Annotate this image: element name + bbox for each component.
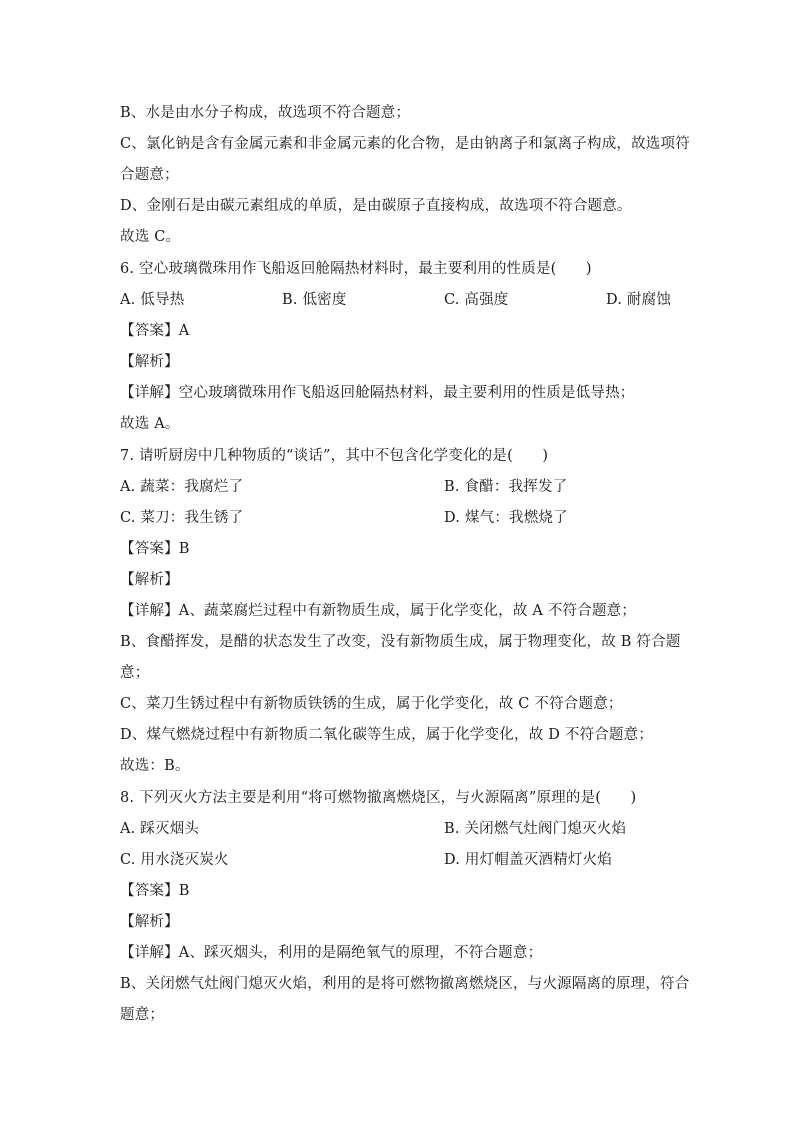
q6-option-c: C. 高强度 (444, 292, 509, 308)
detail-text: 【详解】A、蔬菜腐烂过程中有新物质生成，属于化学变化，故 A 不符合题意； (120, 603, 637, 619)
analysis-label: 【解析】 (120, 572, 179, 588)
text-line: C、氯化钠是含有金属元素和非金属元素的化合物，是由钠离子和氯离子构成，故选项符 (120, 136, 690, 152)
question-7: 7. 请听厨房中几种物质的“谈话”，其中不包含化学变化的是( ) (120, 448, 549, 464)
text-line: 故选 C。 (120, 229, 181, 245)
q6-option-d: D. 耐腐蚀 (606, 292, 672, 308)
analysis-label: 【解析】 (120, 914, 179, 930)
detail-text: 【详解】A、踩灭烟头，利用的是隔绝氧气的原理，不符合题意； (120, 945, 543, 961)
q8-option-c: C. 用水浇灭炭火 (120, 852, 229, 868)
text-line: B、关闭燃气灶阀门熄灭火焰，利用的是将可燃物撤离燃烧区，与火源隔离的原理，符合 (120, 976, 690, 992)
q7-option-d: D. 煤气：我燃烧了 (444, 510, 568, 526)
text-line: D、金刚石是由碳元素组成的单质，是由碳原子直接构成，故选项不符合题意。 (120, 198, 632, 214)
q6-option-b: B. 低密度 (282, 292, 347, 308)
answer-label: 【答案】B (120, 883, 190, 899)
q7-option-b: B. 食醋：我挥发了 (444, 479, 568, 495)
question-8: 8. 下列灭火方法主要是利用“将可燃物撤离燃烧区，与火源隔离”原理的是( ) (120, 790, 637, 806)
q8-option-d: D. 用灯帽盖灭酒精灯火焰 (444, 852, 612, 868)
text-line: B、食醋挥发，是醋的状态发生了改变，没有新物质生成，属于物理变化，故 B 符合题 (120, 634, 681, 650)
answer-label: 【答案】A (120, 323, 190, 339)
question-6: 6. 空心玻璃微珠用作飞船返回舱隔热材料时，最主要利用的性质是( ) (120, 261, 592, 277)
text-line: 故选：B。 (120, 758, 190, 774)
text-line: 意； (120, 665, 150, 681)
q7-option-c: C. 菜刀：我生锈了 (120, 510, 244, 526)
text-line: C、菜刀生锈过程中有新物质铁锈的生成，属于化学变化，故 C 不符合题意； (120, 696, 623, 712)
q6-option-a: A. 低导热 (120, 292, 185, 308)
q8-option-b: B. 关闭燃气灶阀门熄灭火焰 (444, 821, 627, 837)
text-line: 故选 A。 (120, 416, 180, 432)
q7-option-a: A. 蔬菜：我腐烂了 (120, 479, 244, 495)
analysis-label: 【解析】 (120, 354, 179, 370)
text-line: 题意； (120, 1007, 165, 1023)
answer-label: 【答案】B (120, 541, 190, 557)
detail-text: 【详解】空心玻璃微珠用作飞船返回舱隔热材料，最主要利用的性质是低导热； (120, 385, 635, 401)
q8-option-a: A. 踩灭烟头 (120, 821, 200, 837)
text-line: B、水是由水分子构成，故选项不符合题意； (120, 105, 411, 121)
text-line: 合题意； (120, 167, 179, 183)
text-line: D、煤气燃烧过程中有新物质二氧化碳等生成，属于化学变化，故 D 不符合题意； (120, 727, 654, 743)
